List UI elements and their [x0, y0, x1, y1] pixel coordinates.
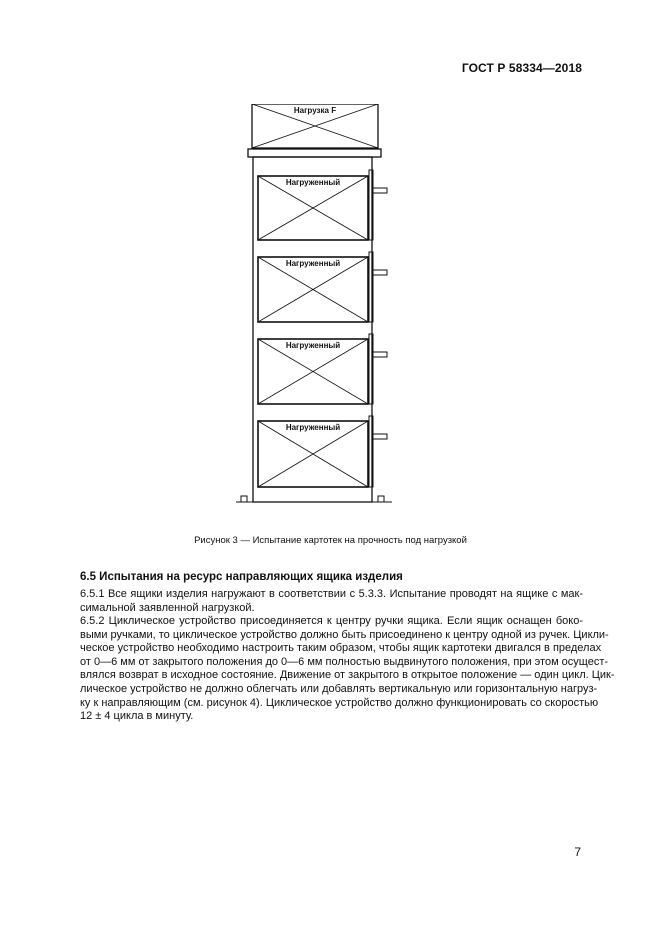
text-line: от 0—6 мм от закрытого положения до 0—6 мм полностью выдвинутого положения, при этом осущест-	[80, 655, 609, 668]
drawer-1	[258, 170, 387, 240]
drawer-handle	[373, 434, 387, 439]
cabinet-drawing	[232, 104, 402, 514]
text-line: влялся возврат в исходное состояние. Движение от закрытого в открытое положение — один цикл. Цик-	[80, 669, 615, 682]
load-label: Нагрузка F	[293, 106, 337, 115]
text-line: симальной заявленной нагрузкой.	[80, 601, 255, 614]
drawer-label: Нагруженный	[285, 341, 341, 350]
drawer-4	[258, 416, 387, 487]
drawer-label: Нагруженный	[285, 178, 341, 187]
drawer-handle	[373, 188, 387, 193]
drawer-3	[258, 334, 387, 404]
standard-code-header: ГОСТ Р 58334—2018	[461, 61, 582, 75]
drawer-2	[258, 252, 387, 322]
text-line: лическое устройство не должно облегчать или добавлять вертикальную или горизонтальную нагруз-	[80, 682, 598, 695]
text-line: 12 ± 4 цикла в минуту.	[80, 710, 194, 723]
figure-caption: Рисунок 3 — Испытание картотек на прочность под нагрузкой	[194, 535, 467, 546]
load-test-figure	[232, 104, 402, 514]
paragraph-6-5-2	[80, 615, 615, 724]
text-line: 6.5.2 Циклическое устройство присоединяется к центру ручки ящика. Если ящик оснащен боко-	[80, 615, 583, 627]
load-box	[252, 104, 378, 148]
page-number: 7	[574, 845, 581, 859]
text-line: выми ручками, то циклическое устройство должно быть присоединено к центру одной из ручек. Цикли-	[80, 628, 609, 641]
text-line: 6.5.1 Все ящики изделия нагружают в соответствии с 5.3.3. Испытание проводят на ящике с мак-	[80, 588, 583, 600]
drawer-handle	[373, 352, 387, 357]
drawer-handle	[373, 270, 387, 275]
section-heading: 6.5 Испытания на ресурс направляющих ящика изделия	[80, 571, 403, 583]
drawer-label: Нагруженный	[285, 423, 341, 432]
paragraph-6-5-1	[80, 588, 583, 615]
floor-supports	[236, 492, 392, 502]
text-line: ческое устройство необходимо настроить таким образом, чтобы ящик картотеки двигался в пределах	[80, 642, 602, 655]
top-plate	[248, 149, 381, 157]
text-line: ку к направляющим (см. рисунок 4). Циклическое устройство должно функционировать со скоростью	[80, 696, 599, 709]
drawer-label: Нагруженный	[285, 259, 341, 268]
